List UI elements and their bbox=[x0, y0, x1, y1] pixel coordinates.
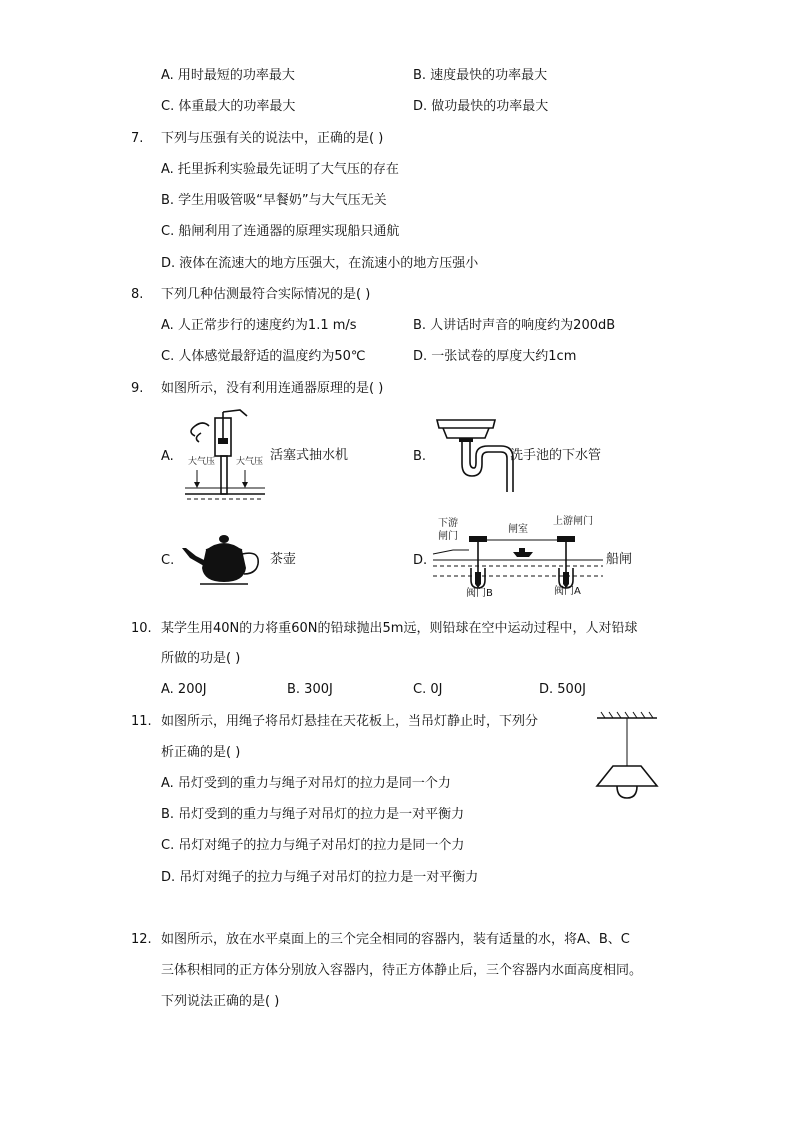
q10-number: 10. bbox=[131, 621, 152, 636]
q7-option-d: D. 液体在流速大的地方压强大，在流速小的地方压强小 bbox=[161, 256, 479, 271]
q9d-upstream-gate: 上游闸门 bbox=[553, 516, 593, 527]
q9d-valve-a: 阀门A bbox=[554, 586, 581, 597]
q9d-gate: 闸门 bbox=[438, 531, 458, 542]
q11-stem-line1: 如图所示，用绳子将吊灯悬挂在天花板上，当吊灯静止时，下列分 bbox=[161, 714, 539, 729]
hanging-lamp-figure bbox=[595, 712, 660, 804]
q8-option-b: B. 人讲话时声音的响度约为200dB bbox=[413, 318, 616, 333]
q10-stem-line2: 所做的功是( ) bbox=[161, 651, 241, 666]
q6-option-c: C. 体重最大的功率最大 bbox=[161, 99, 296, 114]
q12-stem-line1: 如图所示，放在水平桌面上的三个完全相同的容器内，装有适量的水，将A、B、C bbox=[161, 932, 630, 947]
q9-option-c-label: 茶壶 bbox=[270, 552, 297, 567]
q6-option-a: A. 用时最短的功率最大 bbox=[161, 68, 295, 83]
q9a-atm-right: 大气压 bbox=[236, 457, 264, 467]
q9-option-a-label: 活塞式抽水机 bbox=[270, 448, 349, 463]
q12-stem-line2: 三体积相同的正方体分别放入容器内，待正方体静止后，三个容器内水面高度相同。 bbox=[161, 963, 643, 978]
q7-number: 7. bbox=[131, 131, 144, 146]
piston-pump-figure bbox=[185, 408, 275, 503]
q10-option-b: B. 300J bbox=[287, 682, 333, 697]
q10-option-c: C. 0J bbox=[413, 682, 443, 697]
q10-option-d: D. 500J bbox=[539, 682, 586, 697]
q9-stem: 如图所示，没有利用连通器原理的是( ) bbox=[161, 381, 384, 396]
q9-option-b-label: 洗手池的下水管 bbox=[510, 448, 602, 463]
q11-option-d: D. 吊灯对绳子的拉力与绳子对吊灯的拉力是一对平衡力 bbox=[161, 870, 479, 885]
q11-stem-line2: 析正确的是( ) bbox=[161, 745, 241, 760]
teapot-figure bbox=[180, 532, 268, 587]
q6-option-d: D. 做功最快的功率最大 bbox=[413, 99, 549, 114]
q7-stem: 下列与压强有关的说法中，正确的是( ) bbox=[161, 131, 384, 146]
q12-number: 12. bbox=[131, 932, 152, 947]
q11-option-a: A. 吊灯受到的重力与绳子对吊灯的拉力是同一个力 bbox=[161, 776, 451, 791]
q9a-atm-left: 大气压 bbox=[188, 457, 216, 467]
q9-option-d-label: 船闸 bbox=[606, 552, 633, 567]
q9-option-b-letter: B. bbox=[413, 449, 427, 464]
q6-option-b: B. 速度最快的功率最大 bbox=[413, 68, 548, 83]
q8-stem: 下列几种估测最符合实际情况的是( ) bbox=[161, 287, 371, 302]
q10-stem-line1: 某学生用40N的力将重60N的铅球抛出5m远，则铅球在空中运动过程中，人对铅球 bbox=[161, 621, 638, 636]
q11-option-b: B. 吊灯受到的重力与绳子对吊灯的拉力是一对平衡力 bbox=[161, 807, 465, 822]
q10-option-a: A. 200J bbox=[161, 682, 207, 697]
q8-option-d: D. 一张试卷的厚度大约1cm bbox=[413, 349, 577, 364]
q12-stem-line3: 下列说法正确的是( ) bbox=[161, 994, 280, 1009]
q9-number: 9. bbox=[131, 381, 144, 396]
q9-option-d-letter: D. bbox=[413, 553, 428, 568]
q7-option-b: B. 学生用吸管吸“早餐奶”与大气压无关 bbox=[161, 193, 387, 208]
q9-option-a-letter: A. bbox=[161, 449, 174, 464]
q9d-downstream: 下游 bbox=[438, 518, 458, 529]
q8-option-a: A. 人正常步行的速度约为1.1 m/s bbox=[161, 318, 357, 333]
q9d-valve-b: 阀门B bbox=[466, 588, 493, 599]
q7-option-c: C. 船闸利用了连通器的原理实现船只通航 bbox=[161, 224, 400, 239]
q11-option-c: C. 吊灯对绳子的拉力与绳子对吊灯的拉力是同一个力 bbox=[161, 838, 465, 853]
q7-option-a: A. 托里拆利实验最先证明了大气压的存在 bbox=[161, 162, 399, 177]
q9-option-c-letter: C. bbox=[161, 553, 175, 568]
sink-drain-figure bbox=[433, 416, 513, 496]
q11-number: 11. bbox=[131, 714, 152, 729]
q9d-chamber: 闸室 bbox=[508, 524, 528, 535]
q8-option-c: C. 人体感觉最舒适的温度约为50℃ bbox=[161, 349, 366, 364]
q8-number: 8. bbox=[131, 287, 144, 302]
